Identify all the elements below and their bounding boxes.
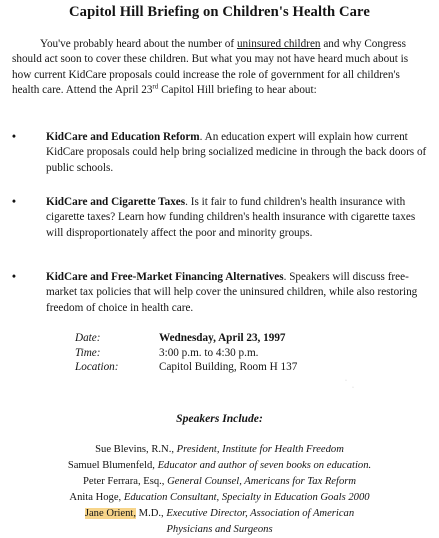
- speakers-list: [0, 442, 439, 538]
- speaker-name: Samuel Blumenfeld,: [67, 460, 158, 471]
- intro-sup: rd: [152, 82, 159, 91]
- bullet-body: . Speakers will discuss free-market tax policies that will help cover the uninsured children, while also restoring freedom of choice in health care.: [46, 271, 418, 314]
- speaker-line: [0, 458, 439, 474]
- date-value: Wednesday, April 23, 1997: [159, 332, 286, 344]
- bullet-free-market: [12, 270, 432, 316]
- speaker-role: President, Institute for Health Freedom: [176, 444, 344, 455]
- location-row: [75, 360, 297, 375]
- speaker-line: [0, 522, 439, 538]
- bullet-cigarette-taxes: [12, 195, 432, 241]
- intro-text-2: and why Congress should act soon to cover these children. But what you may not have heard much about is how current KidCare proposals could increase the role of government for all children's health care. Attend the April 23: [12, 38, 409, 97]
- scan-speck: ·: [352, 385, 354, 391]
- speaker-line: [0, 490, 439, 506]
- time-label: Time:: [75, 346, 101, 359]
- intro-text-3: Capitol Hill briefing to hear about:: [158, 84, 317, 97]
- bullet-heading: KidCare and Education Reform: [46, 131, 200, 143]
- time-value: 3:00 p.m. to 4:30 p.m.: [159, 346, 259, 359]
- speaker-name: Sue Blevins, R.N.,: [95, 444, 177, 455]
- date-label: Date:: [75, 332, 101, 344]
- speaker-name: M.D.,: [136, 508, 167, 519]
- bullet-dot: •: [12, 131, 16, 143]
- highlighted-speaker-name: Jane Orient,: [84, 508, 137, 519]
- speakers-heading: Speakers Include:: [176, 412, 263, 425]
- bullet-heading: KidCare and Cigarette Taxes: [46, 196, 186, 208]
- document-title: Capitol Hill Briefing on Children's Health Care: [69, 4, 370, 20]
- bullet-body: . An education expert will explain how current KidCare proposals could help bring socialized medicine in through the back doors of public schools.: [46, 131, 427, 174]
- speaker-role: General Counsel, Americans for Tax Reform: [167, 476, 357, 487]
- speaker-role: Educator and author of seven books on education.: [157, 460, 372, 471]
- speaker-role: Education Consultant, Specialty in Education Goals 2000: [123, 492, 370, 503]
- bullet-body: . Is it fair to fund children's health insurance with cigarette taxes? Learn how funding children's health insurance with cigarette taxes will disproportionately affect the poor and minority groups.: [46, 196, 416, 239]
- time-row: [75, 346, 297, 361]
- location-value: Capitol Building, Room H 137: [159, 361, 298, 374]
- speaker-line: [0, 474, 439, 490]
- speaker-line: [0, 506, 439, 522]
- speaker-line: [0, 442, 439, 458]
- bullet-dot: •: [12, 271, 16, 283]
- bullet-dot: •: [12, 196, 16, 208]
- speaker-role: Executive Director, Association of American: [166, 508, 355, 519]
- event-details: [75, 331, 297, 375]
- bullet-education-reform: [12, 130, 432, 176]
- speaker-role: Physicians and Surgeons: [166, 524, 273, 535]
- location-label: Location:: [75, 361, 119, 374]
- intro-paragraph: [12, 37, 428, 99]
- speaker-name: Peter Ferrara, Esq.,: [82, 476, 168, 487]
- speaker-name: Anita Hoge,: [69, 492, 124, 503]
- uninsured-children-link: uninsured children: [236, 38, 321, 50]
- bullet-heading: KidCare and Free-Market Financing Alternatives: [46, 271, 284, 283]
- intro-text-1: You've probably heard about the number of: [40, 38, 237, 50]
- scan-speck: ·: [345, 378, 347, 384]
- date-row: [75, 331, 297, 346]
